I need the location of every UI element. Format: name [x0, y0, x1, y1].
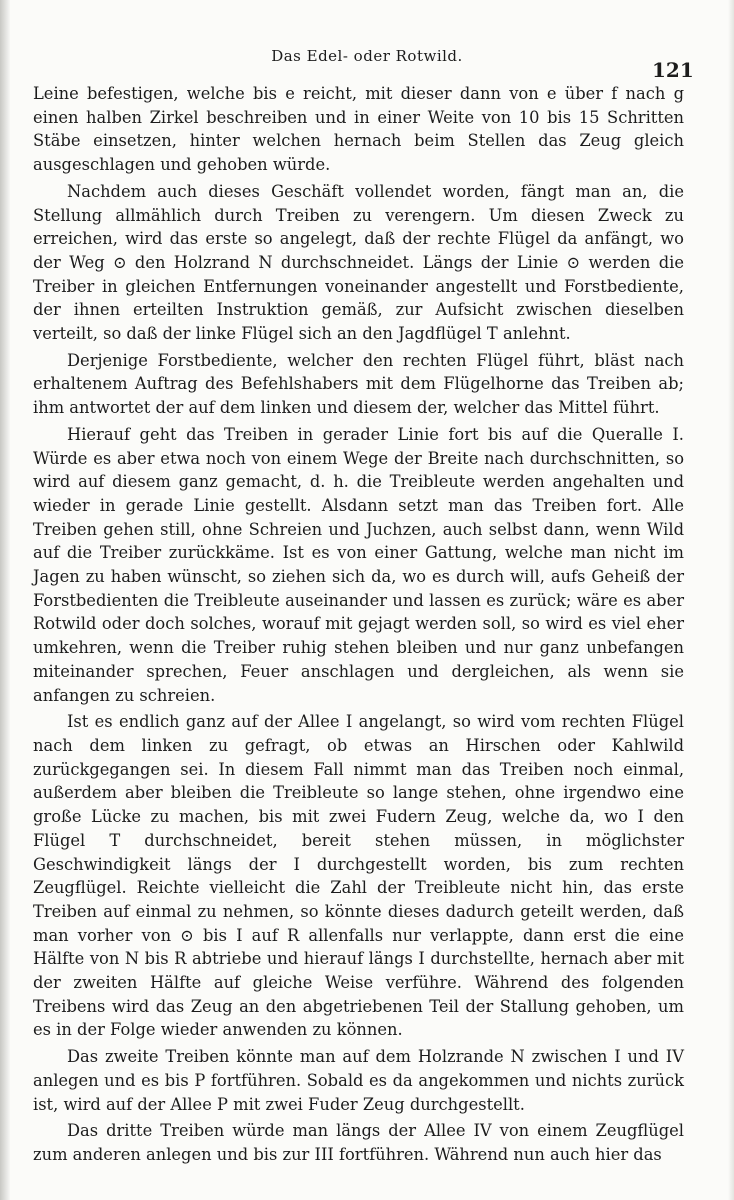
- running-head: Das Edel- oder Rotwild.: [271, 47, 463, 65]
- paragraph-2: Nachdem auch dieses Geschäft vollendet worden, fängt man an, die Stellung allmählich durch Treiben zu verengern. Um diesen Zweck zu erreichen, wird das erste so angelegt, daß der rechte Flügel da anfängt, wo der Weg ⊙ den Holzrand N durchschneidet. Längs der Linie ⊙ werden die Treiber in gleichen Entfernungen voneinander angestellt und Forstbediente, der ihnen erteilten Instruktion gemäß, zur Aufsicht zwischen dieselben verteilt, so daß der linke Flügel sich an den Jagdflügel T anlehnt.: [33, 181, 684, 344]
- paragraph-3: Derjenige Forstbediente, welcher den rechten Flügel führt, bläst nach erhaltenem Auftrag des Befehlshabers mit dem Flügelhorne das Treiben ab; ihm antwortet der auf dem linken und diesem der, welcher das Mittel führt.: [33, 350, 684, 418]
- paragraph-4: Hierauf geht das Treiben in gerader Linie fort bis auf die Queralle I. Würde es aber etwa noch von einem Wege der Breite nach durchschnitten, so wird auf diesem ganz gemacht, d. h. die Treibleute werden angehalten und wieder in gerade Linie gestellt. Alsdann setzt man das Treiben fort. Alle Treiben gehen still, ohne Schreien und Juchzen, auch selbst dann, wenn Wild auf die Treiber zurückkäme. Ist es von einer Gattung, welche man nicht im Jagen zu haben wünscht, so ziehen sich da, wo es durch will, aufs Geheiß der Forstbedienten die Treibleute auseinander und lassen es zurück; wäre es aber Rotwild oder doch solches, worauf mit gejagt werden soll, so wird es viel eher umkehren, wenn die Treiber ruhig stehen bleiben und nur ganz unbefangen miteinander sprechen, Feuer anschlagen und dergleichen, als wenn sie anfangen zu schreien.: [33, 424, 684, 705]
- paragraph-6: Das zweite Treiben könnte man auf dem Holzrande N zwischen I und IV anlegen und es bis P fortführen. Sobald es da angekommen und nichts zurück ist, wird auf der Allee P mit zwei Fuder Zeug durchgestellt.: [33, 1047, 684, 1114]
- paragraph-7: Das dritte Treiben würde man längs der Allee IV von einem Zeugflügel zum anderen anlegen und bis zur III fortführen. Während nun auch hier das: [33, 1121, 684, 1164]
- page-number: 121: [652, 58, 694, 82]
- page-edge-right: [728, 0, 734, 1200]
- paragraph-1: Leine befestigen, welche bis e reicht, mit dieser dann von e über f nach g einen halben Zirkel beschreiben und in einer Weite von 10 bis 15 Schritten Stäbe einsetzen, hinter welchen hernach beim Stellen das Zeug gleich ausgeschlagen und gehoben würde.: [33, 84, 684, 175]
- page-edge-left: [0, 0, 10, 1200]
- paragraph-5: Ist es endlich ganz auf der Allee I angelangt, so wird vom rechten Flügel nach dem linken zu gefragt, ob etwas an Hirschen oder Kahlwild zurückgegangen sei. In diesem Fall nimmt man das Treiben noch einmal, außerdem aber bleiben die Treibleute so lange stehen, ohne irgendwo eine große Lücke zu machen, bis mit zwei Fudern Zeug, welche da, wo I den Flügel T durchschneidet, bereit stehen müssen, in möglichster Geschwindigkeit längs der I durchgestellt worden, bis zum rechten Zeugflügel. Reichte vielleicht die Zahl der Treibleute nicht hin, das erste Treiben auf einmal zu nehmen, so könnte dieses dadurch geteilt werden, daß man vorher von ⊙ bis I auf R allenfalls nur verlappte, dann erst die eine Hälfte von N bis R abtriebe und hierauf längs I durchstellte, hernach aber mit der zweiten Hälfte auf gleiche Weise verführe. Während des folgenden Treibens wird das Zeug an den abgetriebenen Teil der Stallung gehoben, um es in der Folge wieder anwenden zu können.: [33, 712, 684, 1040]
- body-text: [33, 82, 684, 1167]
